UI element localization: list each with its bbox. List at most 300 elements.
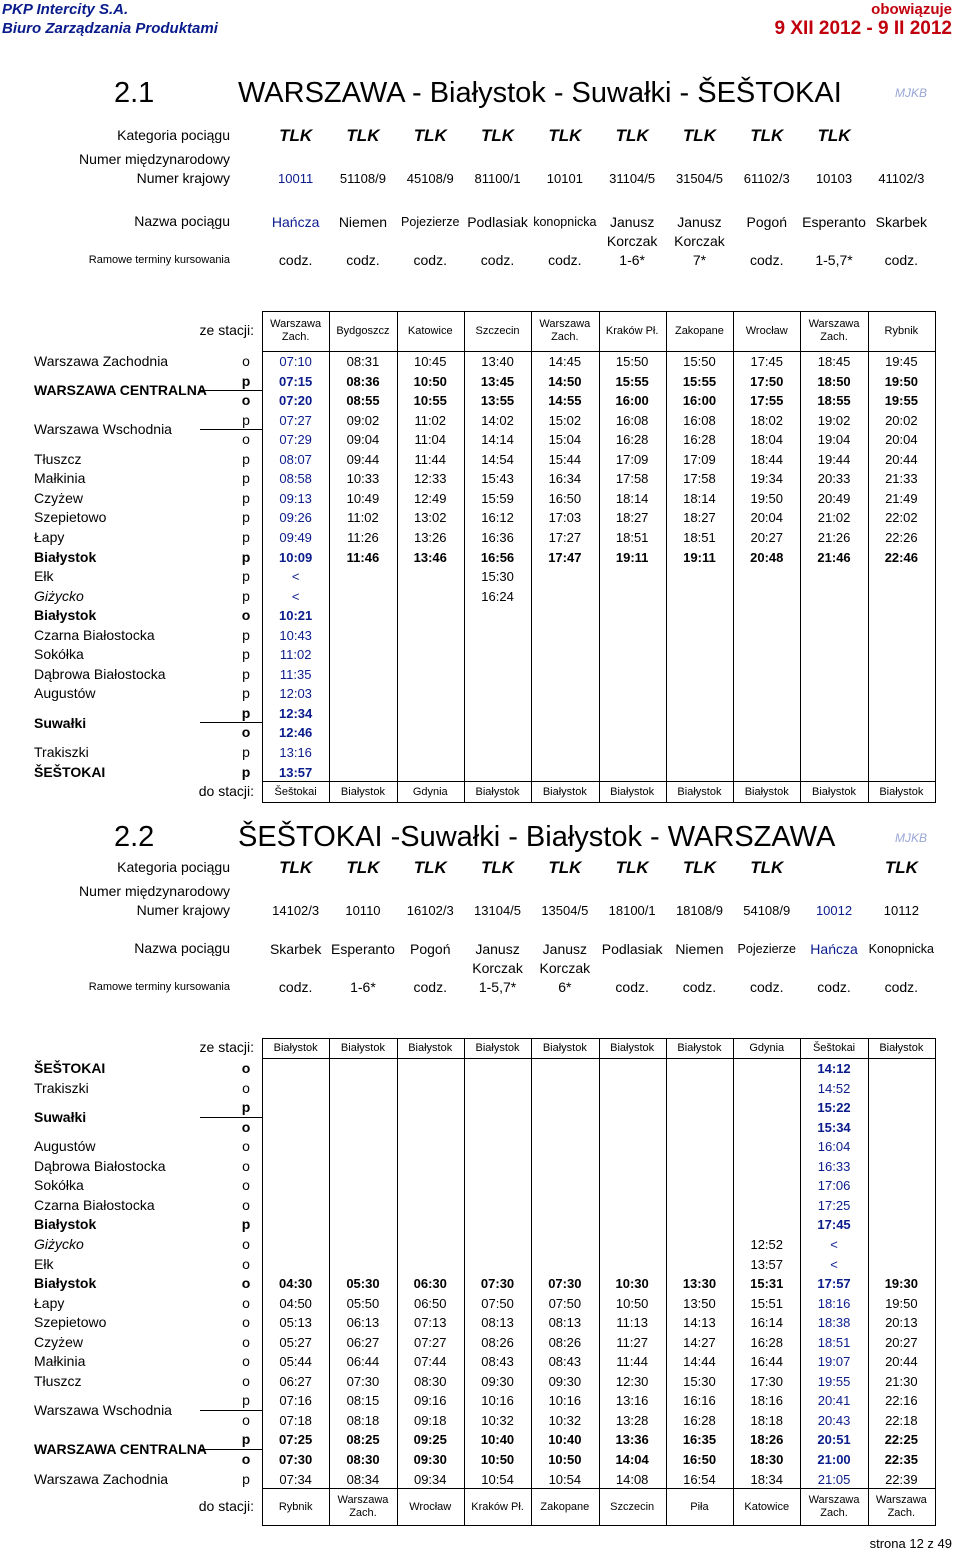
terms-label: Ramowe terminy kursowania [88, 981, 230, 993]
running-terms: 1-6* [350, 979, 376, 995]
mjkb-label: MJKB [895, 86, 928, 100]
arr-dep-marker: p [241, 1431, 251, 1448]
departure-time: 21:26 [817, 529, 851, 545]
departure-time: 18:27 [683, 510, 716, 526]
departure-time: 18:27 [615, 510, 649, 526]
station-name: Ełk [34, 568, 54, 585]
running-terms: codz. [548, 252, 582, 268]
departure-time: 16:08 [615, 412, 649, 428]
from-station [531, 318, 598, 344]
train-number: 10101 [546, 171, 583, 186]
departure-time: 19:30 [884, 1276, 918, 1292]
train-name-line: Pojezierze [401, 215, 460, 229]
departure-time: 07:18 [279, 1412, 312, 1428]
running-terms: codz. [346, 252, 380, 268]
from-station-line: Szczecin [475, 324, 520, 337]
valid-dates: 9 XII 2012 - 9 II 2012 [774, 18, 952, 39]
departure-time: 14:08 [615, 1471, 649, 1487]
train-category: TLK [279, 858, 313, 877]
s2-title [114, 820, 854, 856]
s1-title [114, 76, 854, 112]
intl-number-label: Numer międzynarodowy [79, 151, 230, 167]
departure-time: 21:46 [817, 549, 851, 565]
departure-time: 15:22 [817, 1100, 851, 1116]
departure-time: 22:35 [884, 1452, 918, 1467]
departure-time: 12:33 [413, 471, 447, 487]
departure-time: 13:36 [615, 1432, 649, 1448]
arr-dep-marker: p [242, 528, 250, 545]
to-station-line: Białystok [677, 785, 722, 798]
train-number: 16102/3 [406, 903, 454, 918]
departure-time: 09:30 [413, 1452, 447, 1467]
departure-time: 07:27 [413, 1334, 447, 1350]
arr-dep-marker: o [242, 1138, 250, 1155]
departure-time: 20:27 [885, 1334, 918, 1350]
train-name-line: Pogoń [410, 941, 451, 957]
to-station [733, 1501, 800, 1514]
arr-dep-marker: p [242, 626, 250, 643]
departure-time: 15:55 [615, 373, 649, 389]
from-station [599, 325, 666, 338]
departure-time: 13:55 [480, 393, 515, 409]
departure-time: 08:15 [346, 1393, 380, 1409]
train-name-line: Korczak [606, 233, 658, 249]
departure-time: 17:58 [615, 471, 649, 487]
station-name: Szepietowo [34, 1314, 107, 1331]
departure-time: 10:32 [548, 1412, 582, 1428]
arr-dep-marker: p [242, 646, 250, 663]
arr-dep-marker: p [241, 372, 251, 389]
from-station-line: Warszawa [539, 318, 591, 330]
train-category: TLK [817, 126, 851, 145]
train-category: TLK [682, 126, 716, 145]
departure-time: 16:34 [548, 471, 582, 487]
to-station-line: Gdynia [412, 785, 448, 798]
from-station-line: Warszawa [808, 318, 860, 330]
train-category: TLK [413, 126, 447, 145]
departure-time: 20:48 [750, 549, 784, 565]
departure-time: 09:16 [413, 1393, 447, 1409]
running-terms: 7* [692, 252, 707, 268]
train-name-line: Skarbek [875, 214, 928, 230]
departure-time: 12:49 [413, 490, 447, 506]
departure-time: 10:50 [413, 373, 447, 389]
to-label: do stacji: [198, 783, 254, 800]
company-name: PKP Intercity S.A. [2, 1, 129, 18]
departure-time: 09:30 [481, 1373, 514, 1389]
train-category: TLK [750, 126, 784, 145]
mjkb-label: MJKB [895, 831, 928, 845]
departure-time: 17:09 [615, 451, 649, 467]
departure-time: 08:34 [346, 1471, 380, 1487]
departure-time: 13:50 [683, 1295, 716, 1311]
station-name: Białystok [34, 1275, 97, 1292]
from-station [666, 1042, 733, 1055]
departure-time: 16:44 [750, 1354, 784, 1370]
station-name: Małkinia [34, 470, 86, 487]
departure-time: 20:04 [885, 432, 918, 448]
to-station-line: Warszawa [875, 1494, 927, 1507]
arr-dep-marker: o [242, 1157, 250, 1174]
departure-time: 20:04 [750, 510, 784, 526]
arr-dep-marker: o [241, 1451, 251, 1467]
train-category: TLK [615, 126, 649, 145]
departure-time: 06:44 [346, 1354, 380, 1370]
to-station-line: Białystok [610, 785, 655, 798]
departure-time: 21:49 [885, 490, 918, 506]
station-name: Łapy [34, 528, 65, 545]
to-station [599, 1501, 666, 1514]
stop-divider [200, 722, 262, 723]
departure-time: 09:30 [548, 1373, 582, 1389]
company-header [2, 0, 218, 38]
train-category: TLK [413, 858, 447, 877]
station-name: Warszawa Zachodnia [34, 1470, 169, 1487]
station-name: Trakiszki [34, 744, 89, 760]
departure-time: 12:30 [615, 1373, 649, 1389]
departure-time: 12:46 [279, 725, 313, 741]
departure-time: 18:44 [750, 451, 784, 467]
train-name [397, 213, 464, 232]
train-category: TLK [346, 126, 380, 145]
running-terms: codz. [884, 252, 919, 268]
departure-time: < [291, 588, 300, 604]
from-station [464, 1042, 531, 1055]
from-station-line: Białystok [273, 1041, 318, 1054]
arr-dep-marker: p [242, 744, 250, 760]
departure-time: 14:55 [548, 393, 582, 409]
departure-time: 09:18 [413, 1412, 447, 1428]
arr-dep-marker: o [241, 1118, 251, 1135]
departure-time: 16:00 [615, 393, 649, 409]
departure-time: 10:09 [279, 549, 313, 565]
row-divider [262, 781, 935, 782]
train-name-line: Janusz [609, 214, 655, 230]
train-number: 61102/3 [743, 171, 790, 186]
to-station [397, 786, 464, 799]
train-number: 10110 [345, 903, 381, 918]
departure-time: 22:25 [884, 1432, 918, 1448]
departure-time: 08:31 [346, 354, 380, 369]
train-name-line: Korczak [472, 960, 523, 976]
departure-time: 05:13 [279, 1315, 312, 1331]
departure-time: 05:27 [279, 1334, 312, 1350]
arr-dep-marker: p [241, 1216, 251, 1233]
category-label: Kategoria pociągu [117, 859, 230, 875]
intl-number-label: Numer międzynarodowy [79, 883, 230, 899]
train-name-line: Janusz [542, 941, 588, 957]
from-station-line: Zach. [281, 331, 310, 343]
arr-dep-marker: p [242, 509, 250, 526]
departure-time: 16:36 [481, 529, 514, 545]
arr-dep-marker: p [242, 1392, 250, 1409]
train-name [531, 940, 598, 978]
departure-time: 10:40 [548, 1432, 582, 1448]
running-terms: codz. [278, 979, 313, 995]
departure-time: 18:55 [817, 393, 851, 409]
departure-time: 13:16 [279, 745, 312, 760]
departure-time: 10:55 [413, 393, 447, 409]
station-name: Czarna Białostocka [34, 626, 155, 643]
train-number: 10112 [883, 903, 919, 918]
departure-time: 16:28 [683, 1412, 716, 1428]
departure-time: 10:50 [615, 1295, 649, 1311]
from-station-line: Wrocław [745, 324, 788, 337]
departure-time: 06:30 [413, 1276, 447, 1292]
departure-time: 10:40 [480, 1432, 515, 1448]
departure-time: 11:02 [414, 412, 447, 428]
to-station-line: Katowice [744, 1500, 790, 1513]
departure-time: 15:30 [683, 1373, 716, 1389]
departure-time: 17:58 [683, 471, 716, 487]
arr-dep-marker: o [242, 1314, 250, 1331]
departure-time: 16:04 [817, 1139, 851, 1155]
train-name-line: Niemen [338, 214, 388, 230]
from-station [329, 325, 396, 338]
departure-time: 11:44 [616, 1354, 648, 1370]
arr-dep-marker: o [242, 1372, 250, 1389]
departure-time: 22:16 [885, 1393, 918, 1409]
departure-time: 18:14 [615, 490, 649, 506]
train-name [666, 213, 733, 251]
train-name [262, 940, 329, 959]
from-station-line: Białystok [408, 1041, 453, 1054]
departure-time: 14:44 [683, 1354, 716, 1370]
from-station [464, 325, 531, 338]
train-name [464, 213, 531, 232]
running-terms: codz. [413, 979, 447, 995]
running-terms: 1-6* [619, 252, 645, 268]
train-number: 10012 [815, 903, 853, 918]
train-name [464, 940, 531, 978]
arr-dep-marker: o [242, 1177, 250, 1194]
departure-time: 12:03 [279, 686, 312, 702]
departure-time: 22:46 [884, 549, 918, 565]
arr-dep-marker: o [242, 1196, 250, 1213]
departure-time: 08:25 [346, 1432, 380, 1448]
station-name: Białystok [34, 548, 97, 565]
departure-time: 10:30 [615, 1276, 649, 1292]
departure-time: 11:27 [616, 1334, 648, 1350]
from-station-line: Zach. [820, 331, 848, 343]
departure-time: 20:44 [885, 451, 918, 467]
departure-time: 14:52 [817, 1080, 851, 1096]
departure-time: 08:30 [346, 1452, 380, 1467]
to-station-line: Zach. [820, 1507, 848, 1520]
departure-time: 13:28 [615, 1412, 649, 1428]
running-terms: 1-5,7* [478, 979, 517, 995]
station-name: Warszawa Wschodnia [34, 421, 172, 438]
train-name-line: Janusz [475, 941, 520, 957]
departure-time: 08:26 [548, 1334, 582, 1350]
to-station-line: Białystok [340, 785, 385, 798]
to-station [800, 786, 867, 799]
train-name [666, 940, 733, 959]
from-station-line: Zach. [551, 331, 579, 343]
departure-time: 14:27 [683, 1334, 716, 1350]
departure-time: 19:55 [884, 393, 918, 409]
departure-time: 18:16 [817, 1295, 851, 1311]
departure-time: 10:45 [413, 354, 447, 369]
arr-dep-marker: p [241, 548, 251, 565]
from-station [262, 1042, 329, 1055]
departure-time: 11:35 [279, 666, 312, 682]
to-station-line: Zakopane [540, 1500, 590, 1513]
arr-dep-marker: o [241, 724, 251, 741]
departure-time: 19:07 [817, 1354, 851, 1370]
station-name: Suwałki [34, 1108, 87, 1125]
departure-time: 15:31 [750, 1276, 784, 1292]
train-name [800, 940, 867, 959]
from-station-line: Bydgoszcz [336, 324, 390, 337]
station-name: Czyżew [34, 489, 84, 506]
departure-time: 16:16 [683, 1393, 716, 1409]
departure-time: 17:30 [750, 1373, 784, 1389]
train-name-line: Pojezierze [737, 942, 796, 956]
departure-time: 20:02 [885, 412, 918, 428]
departure-time: 08:26 [481, 1334, 514, 1350]
departure-time: 18:04 [750, 432, 784, 448]
departure-time: 15:50 [683, 354, 716, 369]
departure-time: 07:30 [480, 1276, 515, 1292]
arr-dep-marker: o [241, 1275, 251, 1292]
departure-time: 07:30 [279, 1452, 313, 1467]
station-name: Białystok [34, 1216, 97, 1233]
train-name [599, 213, 666, 251]
arr-dep-marker: p [242, 665, 250, 682]
departure-time: 08:58 [279, 471, 312, 487]
departure-time: 08:13 [481, 1315, 514, 1331]
from-station-line: Katowice [407, 324, 453, 337]
departure-time: 17:27 [548, 529, 582, 545]
arr-dep-marker: o [242, 431, 250, 448]
departure-time: 20:33 [817, 471, 851, 487]
arr-dep-marker: p [242, 587, 250, 604]
national-number-label: Numer krajowy [136, 170, 230, 186]
to-station-line: Warszawa [808, 1494, 860, 1507]
departure-time: 06:27 [279, 1373, 312, 1389]
departure-time: 10:21 [279, 608, 313, 624]
departure-time: 18:50 [817, 373, 851, 389]
from-station-line: Gdynia [749, 1041, 785, 1054]
train-name-line: Podlasiak [467, 214, 528, 230]
departure-time: 09:04 [346, 432, 380, 448]
departure-time: 21:30 [885, 1373, 918, 1389]
from-station [397, 325, 464, 338]
departure-time: 18:51 [683, 529, 716, 545]
from-station [733, 325, 800, 338]
departure-time: 14:45 [548, 354, 582, 369]
to-station-line: Zach. [887, 1507, 916, 1520]
departure-time: 05:44 [279, 1354, 312, 1370]
departure-time: 13:57 [279, 764, 313, 780]
train-category: TLK [481, 858, 515, 877]
departure-time: 19:02 [817, 412, 851, 428]
station-name: Szepietowo [34, 509, 107, 526]
departure-time: 18:02 [750, 412, 784, 428]
department-name: Biuro Zarządzania Produktami [2, 20, 218, 37]
departure-time: 11:46 [346, 549, 380, 565]
arr-dep-marker: o [242, 1353, 250, 1370]
departure-time: 16:50 [548, 490, 582, 506]
station-name: Czyżew [34, 1333, 84, 1350]
departure-time: 07:34 [279, 1471, 312, 1487]
train-name [329, 940, 396, 959]
departure-time: 08:36 [346, 373, 380, 389]
departure-time: 16:33 [817, 1158, 851, 1174]
arr-dep-marker: o [242, 353, 250, 369]
departure-time: 16:56 [480, 549, 515, 565]
to-station [666, 1501, 733, 1514]
stop-divider [200, 429, 262, 430]
from-station [397, 1042, 464, 1055]
running-terms: 6* [558, 979, 572, 995]
from-label: ze stacji: [199, 322, 254, 338]
departure-time: 13:45 [480, 373, 515, 389]
departure-time: 08:43 [481, 1354, 514, 1370]
from-station [868, 325, 935, 338]
to-station [666, 786, 733, 799]
departure-time: 08:13 [548, 1315, 582, 1331]
to-station-line: Warszawa [337, 1494, 389, 1507]
running-terms: codz. [750, 252, 784, 268]
running-terms: codz. [884, 979, 919, 995]
departure-time: 13:02 [413, 510, 447, 526]
departure-time: 16:00 [682, 393, 717, 409]
departure-time: 20:13 [885, 1315, 918, 1331]
from-station-line: Białystok [475, 1041, 520, 1054]
to-station [531, 1501, 598, 1514]
stop-divider [200, 1449, 262, 1450]
departure-time: 20:51 [817, 1432, 851, 1448]
departure-time: 18:38 [817, 1315, 851, 1331]
to-station-line: Zach. [349, 1507, 377, 1520]
train-name [733, 213, 800, 232]
departure-time: 14:13 [683, 1315, 716, 1331]
departure-time: 08:30 [413, 1373, 447, 1389]
departure-time: 16:08 [683, 412, 716, 428]
to-station [329, 1494, 396, 1520]
section-number: 2.2 [114, 821, 155, 853]
departure-time: 21:33 [885, 471, 918, 487]
running-terms: 1-5,7* [815, 252, 853, 268]
train-name-line: Korczak [539, 960, 591, 976]
departure-time: 13:40 [481, 354, 514, 369]
train-category: TLK [682, 858, 716, 877]
departure-time: 10:49 [346, 490, 380, 506]
departure-time: 11:26 [347, 529, 379, 545]
departure-time: 22:39 [885, 1471, 918, 1487]
running-terms: codz. [615, 979, 649, 995]
station-name: Warszawa Zachodnia [34, 353, 169, 369]
valid-label: obowiązuje [871, 1, 952, 18]
departure-time: 16:28 [750, 1334, 784, 1350]
departure-time: 16:54 [683, 1471, 716, 1487]
train-name [800, 213, 867, 232]
from-label: ze stacji: [199, 1039, 254, 1055]
departure-time: 17:50 [750, 373, 784, 389]
departure-time: 20:43 [817, 1412, 851, 1428]
departure-time: 19:11 [615, 549, 649, 565]
departure-time: 19:44 [817, 451, 851, 467]
arr-dep-marker: p [242, 489, 250, 506]
station-name: Tłuszcz [34, 1372, 82, 1389]
departure-time: 10:32 [481, 1412, 514, 1428]
departure-time: 21:02 [817, 510, 851, 526]
departure-time: 15:04 [548, 432, 582, 448]
to-station-line: Wrocław [409, 1500, 452, 1513]
departure-time: 09:34 [413, 1471, 447, 1487]
